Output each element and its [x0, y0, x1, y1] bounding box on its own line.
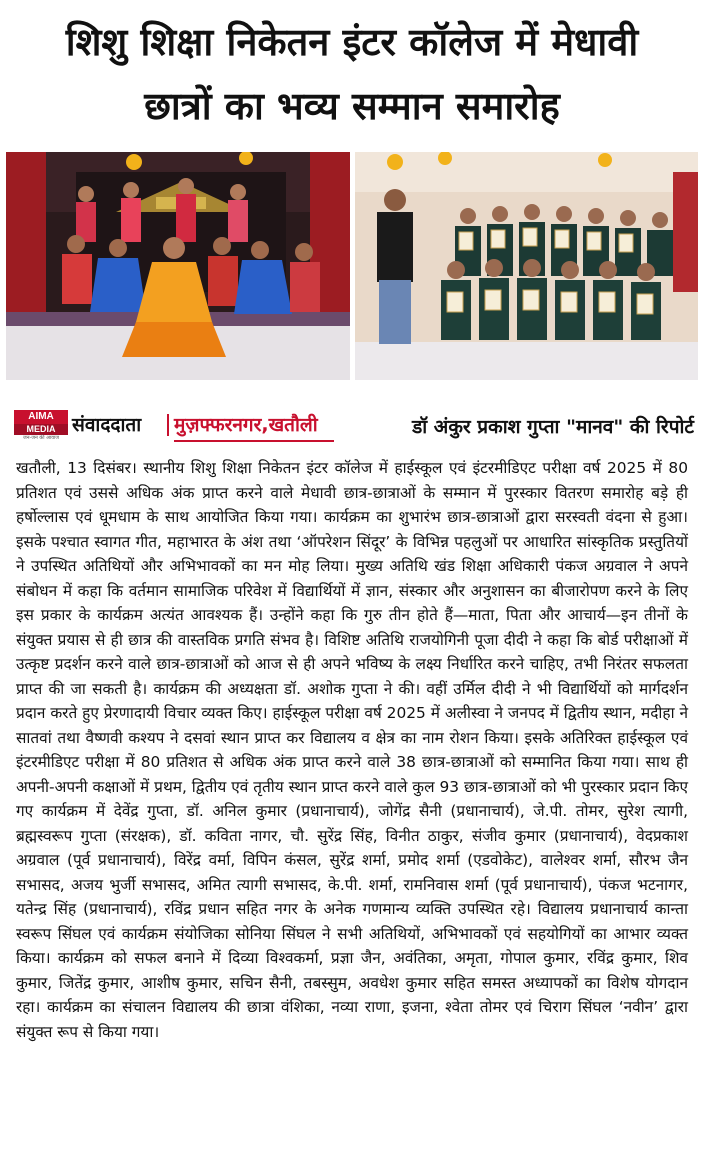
byline-separator: [167, 414, 169, 436]
headline-text: [0, 0, 704, 138]
logo-tagline: जन-जन की आवाज: [23, 435, 59, 441]
photo-award-ceremony: [355, 152, 698, 380]
headline: [0, 0, 704, 146]
aima-media-logo: [14, 410, 68, 440]
logo-top: AIMA: [14, 410, 68, 424]
correspondent-label: संवाददाता: [72, 414, 142, 436]
logo-bottom: MEDIA: [14, 424, 68, 435]
headline-line-1: शिशु शिक्षा निकेतन इंटर कॉलेज में मेधावी: [65, 20, 639, 64]
headline-line-2: छात्रों का भव्य सम्मान समारोह: [144, 84, 560, 128]
reporter-credit: डॉ अंकुर प्रकाश गुप्ता "मानव" की रिपोर्ट: [412, 416, 694, 438]
byline: [14, 410, 694, 444]
article-body: खतौली, 13 दिसंबर। स्थानीय शिशु शिक्षा निकेतन इंटर कॉलेज में हाईस्कूल एवं इंटरमीडिएट परीक्षा वर्ष 2025 में 80 प्रतिशत एवं उससे अधिक अंक प्राप्त करने वाले मेधावी छात्र-छात्राओं के सम्मान में पुरस्कार वितरण समारोह बड़े ही हर्षोल्लास एवं धूमधाम के साथ आयोजित किया गया। कार्यक्रम का शुभारंभ छात्र-छात्राओं द्वारा सरस्वती वंदना से हुआ। इसके पश्चात स्वागत गीत, महाभारत के अंश तथा ‘ऑपरेशन सिंदूर’ के विभिन्न पहलुओं पर आधारित सांस्कृतिक प्रस्तुतियों ने उपस्थित अतिथियों और अभिभावकों का मन मोह लिया। मुख्य अतिथि खंड शिक्षा अधिकारी पंकज अग्रवाल ने अपने संबोधन में कहा कि वर्तमान सामाजिक परिवेश में विद्यार्थियों में ज्ञान, संस्कार और अनुशासन का बीजारोपण करने के लिए इस प्रकार के कार्यक्रम अत्यंत आवश्यक हैं। उन्होंने कहा कि गुरु तीन होते हैं—माता, पिता और आचार्य—इन तीनों के संयुक्त प्रयास से ही छात्र की वास्तविक प्रगति संभव है। विशिष्ट अतिथि राजयोगिनी पूजा दीदी ने कहा कि बोर्ड परीक्षाओं में उत्कृष्ट प्रदर्शन करने वाले छात्र-छात्राओं को आज से ही अपने भविष्य के लक्ष्य निर्धारित करने चाहिए, तभी निरंतर सफलता प्राप्त की जा सकती है। कार्यक्रम की अध्यक्षता डॉ. अशोक गुप्ता ने की। वहीं उर्मिल दीदी ने भी विद्यार्थियों को मार्गदर्शन प्रदान करते हुए प्रेरणादायी विचार व्यक्त किए। हाईस्कूल परीक्षा वर्ष 2025 में अलीस्वा ने जनपद में द्वितीय स्थान, मदीहा ने सातवां तथा वैष्णवी कश्यप ने दसवां स्थान प्राप्त कर विद्यालय व क्षेत्र का नाम रोशन किया। इसके अतिरिक्त हाईस्कूल एवं इंटरमीडिएट परीक्षा में 80 प्रतिशत से अधिक अंक प्राप्त करने वाले 38 छात्र-छात्राओं को सम्मानित किया गया। साथ ही अपनी-अपनी कक्षाओं में प्रथम, द्वितीय एवं तृतीय स्थान प्राप्त करने वाले कुल 93 छात्र-छात्राओं को भी पुरस्कार प्रदान किए गए कार्यक्रम में देवेंद्र गुप्ता, डॉ. अनिल कुमार (प्रधानाचार्य), जोगेंद्र सैनी (प्रधानाचार्य), जे.पी. तोमर, सुरेश त्यागी, ब्रह्मस्वरूप गुप्ता (संरक्षक), डॉ. कविता नागर, चौ. सुरेंद्र सिंह, विनीत ठाकुर, संजीव कुमार (प्रधानाचार्य), वेदप्रकाश अग्रवाल (पूर्व प्रधानाचार्य), विरेंद्र वर्मा, विपिन कंसल, सुरेंद्र शर्मा, प्रमोद शर्मा (एडवोकेट), वालेश्वर शर्मा, सौरभ जैन सभासद, अजय भुर्जी सभासद, अमित त्यागी सभासद, के.पी. शर्मा, रामनिवास शर्मा (पूर्व प्रधानाचार्य), पंकज भटनागर, यतेन्द्र सिंह (प्रधानाचार्य), रविंद्र प्रधान सहित नगर के अनेक गणमान्य व्यक्ति उपस्थित रहे। विद्यालय प्रधानाचार्य कान्ता स्वरूप सिंघल एवं कार्यक्रम संयोजिका सोनिया सिंघल ने सभी अतिथियों, अभिभावकों एवं सहयोगियों का आभार व्यक्त किया। कार्यक्रम को सफल बनाने में दिव्या विश्वकर्मा, प्रज्ञा जैन, अवंतिका, अमृता, गोपाल कुमार, रविंद्र कुमार, शिव कुमार, जितेंद्र कुमार, आशीष कुमार, सचिन सैनी, तबस्सुम, अवधेश कुमार सहित समस्त अध्यापकों का विशेष योगदान रहा। कार्यक्रम का संचालन विद्यालय की छात्रा वंशिका, नव्या राणा, इजना, श्वेता तोमर एवं चिराग सिंघल ‘नवीन’ द्वारा संयुक्त रूप से किया गया।: [16, 459, 688, 1041]
place-underline: [174, 440, 334, 442]
place-label: मुज़फ्फरनगर,खतौली: [174, 414, 318, 436]
photo-dance-performance: [6, 152, 350, 380]
